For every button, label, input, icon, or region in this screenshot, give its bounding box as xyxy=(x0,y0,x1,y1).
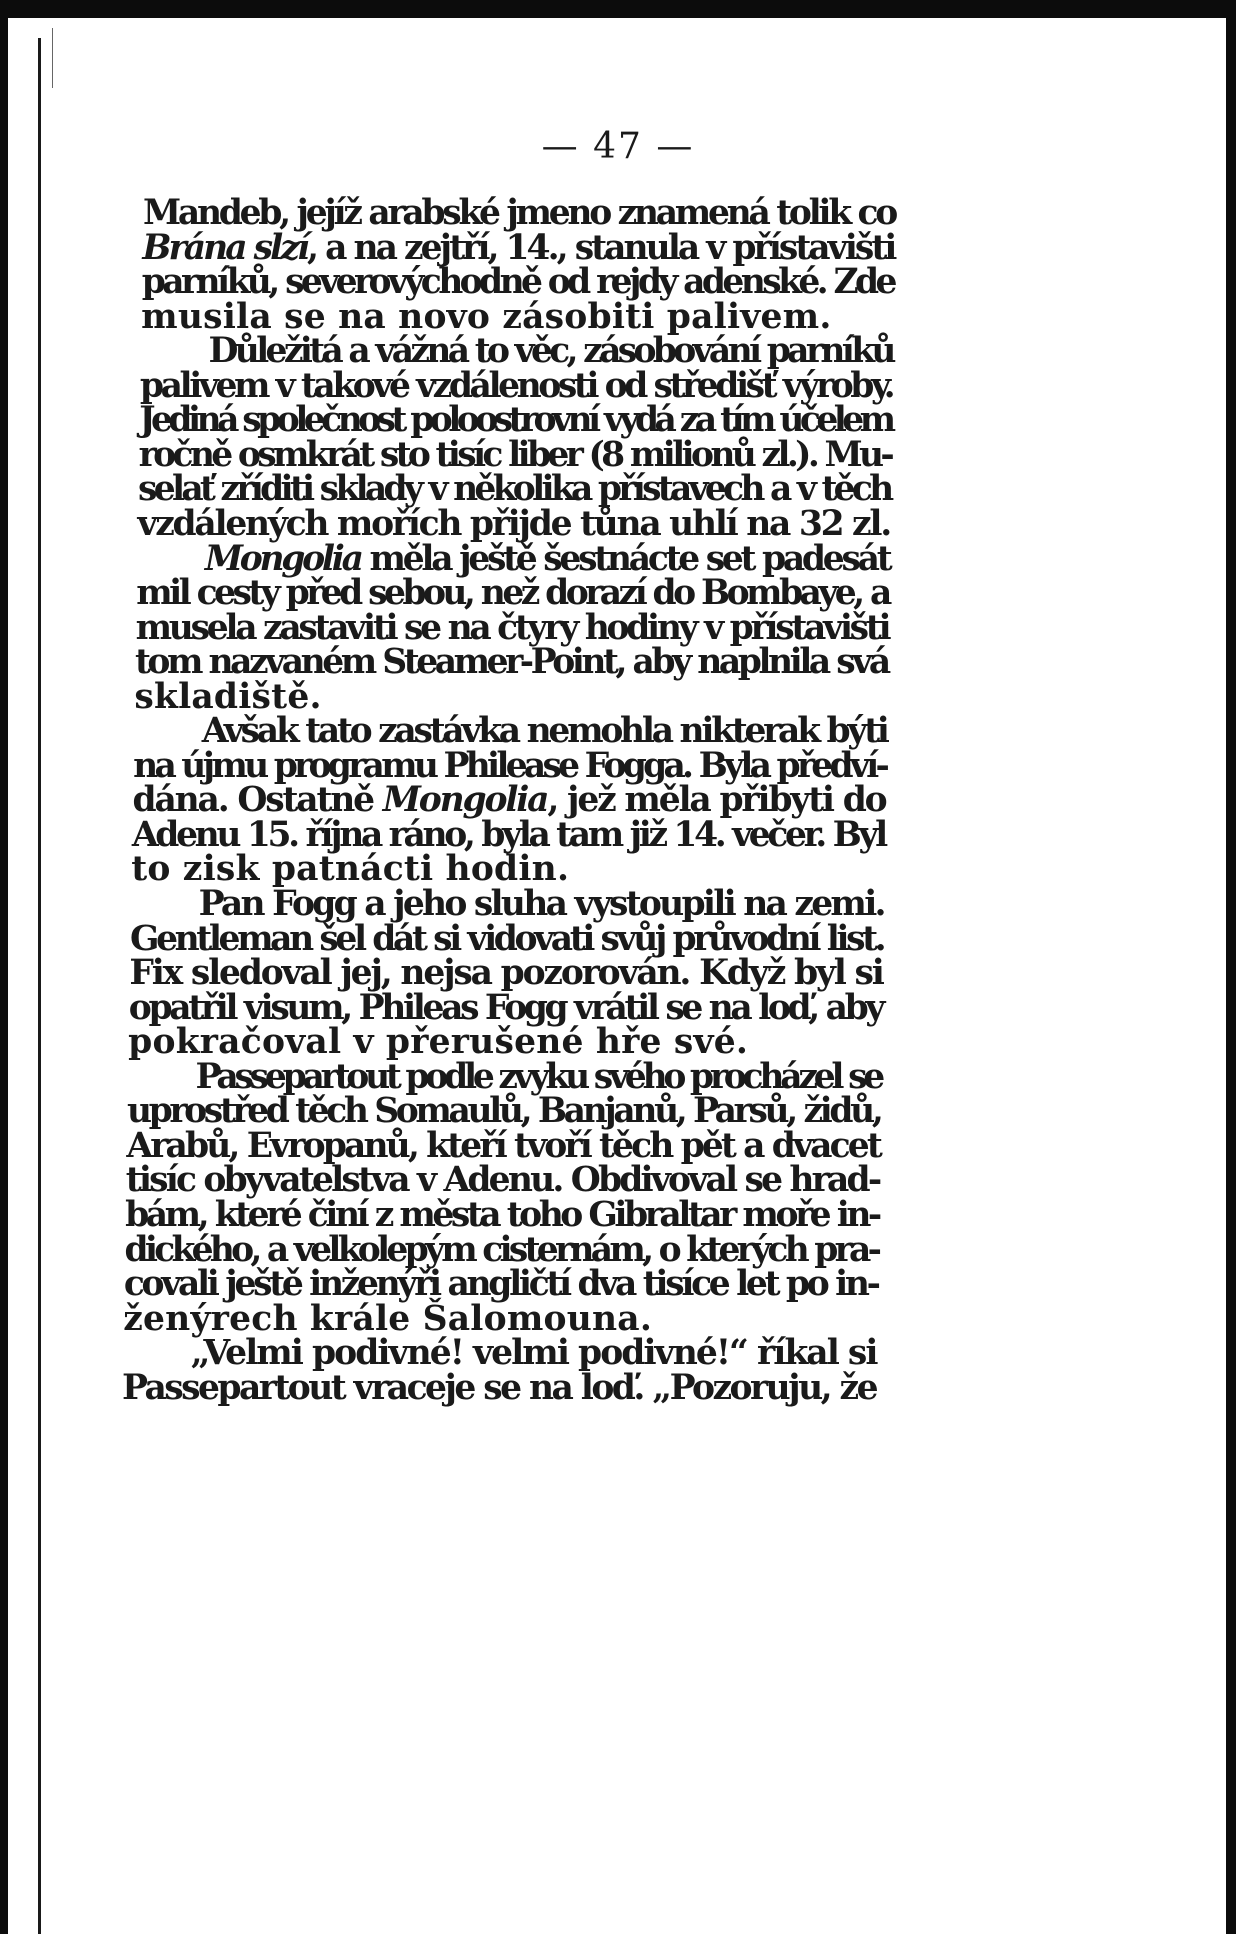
text-line: parníků, severovýchodně od rejdy adenské. Zde xyxy=(141,262,894,303)
page-number: — 47 — xyxy=(541,126,695,167)
text-line: pokračoval v přerušené hře své. xyxy=(128,1022,749,1063)
text-line: uprostřed těch Somaulů, Banjanů, Parsů, židů, xyxy=(126,1091,881,1132)
text-line: Pan Fogg a jeho sluha vystoupili na zemi. xyxy=(198,884,884,924)
text-line: „Velmi podivné! velmi podivné!“ říkal si xyxy=(190,1333,877,1374)
text-line: mil cesty před sebou, než dorazí do Bombaye, a xyxy=(136,573,889,614)
text-line: to zisk patnácti hodin. xyxy=(131,849,570,890)
text-line: Jediná společnost poloostrovní vydá za tím účelem xyxy=(139,400,892,441)
text-line: Gentleman šel dát si vidovati svůj průvodní list. xyxy=(130,918,884,959)
text-line: Fix sledoval jej, nejsa pozorován. Když byl si xyxy=(129,953,883,994)
text-line: Důležitá a vážná to věc, zásobování parníků xyxy=(208,331,893,372)
text-line: Brána slzí, a na zejtří, 14., stanula v přístavišti xyxy=(142,227,895,268)
text-line: musila se na novo zásobiti palivem. xyxy=(141,296,832,337)
text-line: ženýrech krále Šalomouna. xyxy=(123,1298,653,1339)
text-line: dána. Ostatně Mongolia, jež měla přibyti do xyxy=(132,780,886,821)
text-line: tom nazvaném Steamer-Point, aby naplnila svá xyxy=(134,642,888,683)
text-line: Adenu 15. října ráno, byla tam již 14. večer. Byl xyxy=(131,814,885,855)
text-line: Mongolia měla ještě šestnácte set padesát xyxy=(204,538,890,579)
text-line: ročně osmkrát sto tisíc liber (8 milionů zl.). Mu- xyxy=(138,434,892,475)
text-line: palivem v takové vzdálenosti od středišť výroby. xyxy=(139,365,893,406)
text-line: Mandeb, jejíž arabské jmeno znamená tolik co xyxy=(143,193,895,233)
text-line: Passepartout vraceje se na loď. „Pozoruju, že xyxy=(122,1367,876,1408)
text-line: tisíc obyvatelstva v Adenu. Obdivoval se hrad- xyxy=(125,1160,880,1201)
text-line: opatřil visum, Phileas Fogg vrátil se na loď, aby xyxy=(128,987,883,1028)
text-line: Arabů, Evropanů, kteří tvoří těch pět a dvacet xyxy=(126,1125,880,1166)
text-line: na újmu programu Philease Fogga. Byla předví- xyxy=(133,745,887,786)
text-line: vzdálených mořích přijde tůna uhlí na 32 zl. xyxy=(137,503,890,544)
text-line: covali ještě inženýři angličtí dva tisíce let po in- xyxy=(123,1264,878,1305)
text-line: skladiště. xyxy=(134,676,322,717)
text-line: bám, které činí z města toho Gibraltar moře in- xyxy=(125,1194,879,1235)
text-line: musela zastaviti se na čtyry hodiny v přístavišti xyxy=(135,607,889,648)
text-line: Avšak tato zastávka nemohla nikterak býti xyxy=(201,711,887,752)
text-line: Passepartout podle zvyku svého procházel se xyxy=(195,1056,882,1097)
text-line: selať zříditi sklady v několika přístavech a v těch xyxy=(138,469,891,510)
text-line: dického, a velkolepým cisternám, o kterých pra- xyxy=(124,1229,879,1270)
